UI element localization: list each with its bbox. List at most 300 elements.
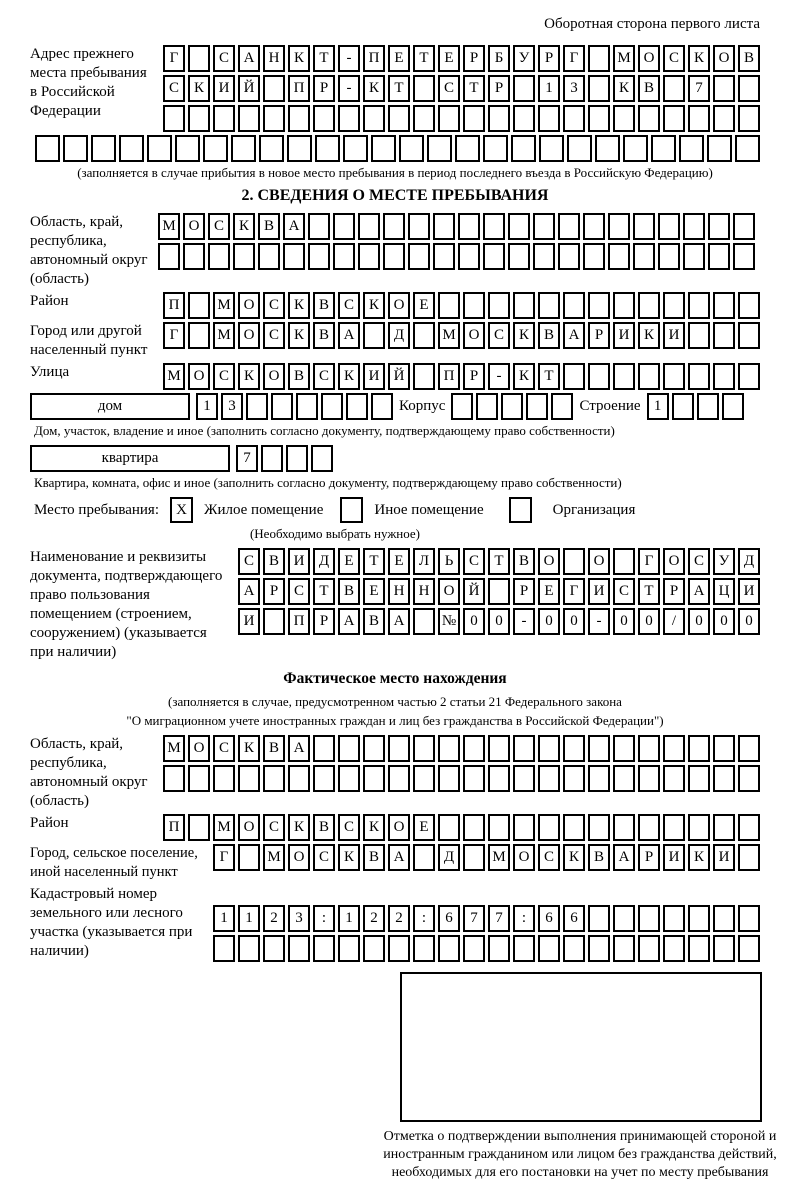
char-box[interactable]: И — [363, 363, 385, 390]
char-box[interactable] — [513, 292, 535, 319]
char-box[interactable] — [588, 935, 610, 962]
char-box[interactable]: А — [688, 578, 710, 605]
char-box[interactable] — [438, 765, 460, 792]
char-box[interactable] — [688, 814, 710, 841]
char-box[interactable] — [688, 322, 710, 349]
checkbox-zhiloe[interactable]: X — [170, 497, 193, 523]
char-box[interactable]: С — [488, 322, 510, 349]
char-box[interactable]: О — [238, 322, 260, 349]
char-box[interactable] — [338, 765, 360, 792]
char-box[interactable] — [259, 135, 284, 162]
char-box[interactable] — [513, 814, 535, 841]
char-box[interactable]: А — [283, 213, 305, 240]
char-box[interactable] — [399, 135, 424, 162]
char-box[interactable]: М — [438, 322, 460, 349]
char-box[interactable]: К — [513, 363, 535, 390]
char-box[interactable] — [688, 905, 710, 932]
char-box[interactable]: Г — [163, 45, 185, 72]
char-box[interactable]: Г — [563, 45, 585, 72]
char-box[interactable]: Ь — [438, 548, 460, 575]
char-box[interactable] — [175, 135, 200, 162]
char-box[interactable] — [188, 814, 210, 841]
char-box[interactable] — [488, 292, 510, 319]
char-box[interactable] — [735, 135, 760, 162]
char-box[interactable]: 3 — [221, 393, 243, 420]
char-box[interactable] — [633, 213, 655, 240]
char-box[interactable]: И — [663, 322, 685, 349]
char-box[interactable]: С — [688, 548, 710, 575]
char-box[interactable] — [708, 213, 730, 240]
char-box[interactable]: С — [238, 548, 260, 575]
checkbox-organizaciya[interactable] — [509, 497, 532, 523]
char-box[interactable]: Й — [463, 578, 485, 605]
char-box[interactable]: 2 — [263, 905, 285, 932]
char-box[interactable] — [563, 935, 585, 962]
char-box[interactable]: К — [238, 363, 260, 390]
char-box[interactable] — [458, 243, 480, 270]
char-box[interactable] — [613, 363, 635, 390]
char-box[interactable] — [413, 105, 435, 132]
char-box[interactable]: О — [183, 213, 205, 240]
char-box[interactable] — [608, 243, 630, 270]
char-box[interactable] — [188, 765, 210, 792]
char-box[interactable]: 0 — [488, 608, 510, 635]
char-box[interactable] — [688, 765, 710, 792]
char-box[interactable] — [183, 243, 205, 270]
char-box[interactable] — [163, 765, 185, 792]
char-box[interactable] — [713, 935, 735, 962]
char-box[interactable]: В — [313, 322, 335, 349]
char-box[interactable] — [313, 735, 335, 762]
char-box[interactable]: - — [588, 608, 610, 635]
char-box[interactable]: 7 — [236, 445, 258, 472]
char-box[interactable] — [488, 105, 510, 132]
char-box[interactable] — [188, 105, 210, 132]
char-box[interactable] — [538, 814, 560, 841]
char-box[interactable] — [413, 735, 435, 762]
char-box[interactable]: Б — [488, 45, 510, 72]
char-box[interactable]: М — [163, 363, 185, 390]
char-box[interactable]: Т — [388, 75, 410, 102]
char-box[interactable]: 0 — [738, 608, 760, 635]
char-box[interactable]: О — [388, 292, 410, 319]
char-box[interactable] — [513, 935, 535, 962]
char-box[interactable] — [358, 243, 380, 270]
char-box[interactable]: Т — [413, 45, 435, 72]
char-box[interactable]: / — [663, 608, 685, 635]
char-box[interactable] — [363, 105, 385, 132]
char-box[interactable] — [697, 393, 719, 420]
char-box[interactable]: С — [313, 844, 335, 871]
char-box[interactable]: П — [163, 292, 185, 319]
char-box[interactable]: И — [588, 578, 610, 605]
char-box[interactable]: Г — [638, 548, 660, 575]
char-box[interactable] — [333, 213, 355, 240]
char-box[interactable] — [261, 445, 283, 472]
char-box[interactable] — [563, 814, 585, 841]
char-box[interactable]: № — [438, 608, 460, 635]
char-box[interactable] — [533, 213, 555, 240]
char-box[interactable]: К — [288, 322, 310, 349]
char-box[interactable] — [588, 735, 610, 762]
char-box[interactable] — [388, 935, 410, 962]
char-box[interactable]: 7 — [688, 75, 710, 102]
char-box[interactable]: 6 — [563, 905, 585, 932]
char-box[interactable] — [383, 213, 405, 240]
char-box[interactable]: В — [258, 213, 280, 240]
char-box[interactable]: К — [363, 292, 385, 319]
char-box[interactable]: Р — [663, 578, 685, 605]
char-box[interactable] — [208, 243, 230, 270]
char-box[interactable] — [413, 844, 435, 871]
char-box[interactable] — [371, 135, 396, 162]
char-box[interactable]: А — [238, 45, 260, 72]
char-box[interactable]: Р — [263, 578, 285, 605]
char-box[interactable] — [638, 292, 660, 319]
char-box[interactable]: Р — [538, 45, 560, 72]
char-box[interactable]: М — [488, 844, 510, 871]
char-box[interactable] — [511, 135, 536, 162]
char-box[interactable]: В — [588, 844, 610, 871]
char-box[interactable]: К — [288, 45, 310, 72]
char-box[interactable] — [733, 243, 755, 270]
char-box[interactable] — [738, 75, 760, 102]
char-box[interactable] — [638, 105, 660, 132]
char-box[interactable] — [613, 814, 635, 841]
char-box[interactable] — [513, 75, 535, 102]
char-box[interactable] — [287, 135, 312, 162]
char-box[interactable] — [231, 135, 256, 162]
char-box[interactable] — [315, 135, 340, 162]
char-box[interactable]: Т — [363, 548, 385, 575]
char-box[interactable]: В — [538, 322, 560, 349]
char-box[interactable] — [263, 935, 285, 962]
char-box[interactable]: Е — [388, 548, 410, 575]
char-box[interactable]: С — [263, 292, 285, 319]
char-box[interactable]: К — [363, 75, 385, 102]
checkbox-inoe[interactable] — [340, 497, 363, 523]
char-box[interactable] — [563, 105, 585, 132]
char-box[interactable] — [638, 814, 660, 841]
char-box[interactable]: С — [438, 75, 460, 102]
char-box[interactable] — [438, 292, 460, 319]
house-type-box[interactable]: дом — [30, 393, 190, 420]
char-box[interactable]: М — [163, 735, 185, 762]
char-box[interactable]: М — [213, 814, 235, 841]
char-box[interactable] — [679, 135, 704, 162]
char-box[interactable]: В — [313, 292, 335, 319]
char-box[interactable]: Й — [238, 75, 260, 102]
char-box[interactable]: С — [213, 735, 235, 762]
char-box[interactable] — [563, 548, 585, 575]
char-box[interactable] — [538, 935, 560, 962]
char-box[interactable] — [713, 765, 735, 792]
char-box[interactable] — [408, 243, 430, 270]
char-box[interactable] — [296, 393, 318, 420]
char-box[interactable] — [513, 105, 535, 132]
char-box[interactable]: В — [288, 363, 310, 390]
char-box[interactable]: Р — [313, 75, 335, 102]
char-box[interactable] — [413, 322, 435, 349]
char-box[interactable]: Е — [413, 814, 435, 841]
char-box[interactable]: Р — [588, 322, 610, 349]
char-box[interactable] — [488, 765, 510, 792]
char-box[interactable]: - — [513, 608, 535, 635]
char-box[interactable] — [663, 363, 685, 390]
char-box[interactable]: О — [263, 363, 285, 390]
char-box[interactable]: П — [438, 363, 460, 390]
char-box[interactable] — [358, 213, 380, 240]
char-box[interactable] — [613, 548, 635, 575]
char-box[interactable] — [713, 105, 735, 132]
char-box[interactable] — [608, 213, 630, 240]
char-box[interactable] — [688, 735, 710, 762]
char-box[interactable] — [663, 735, 685, 762]
char-box[interactable]: С — [538, 844, 560, 871]
char-box[interactable] — [238, 935, 260, 962]
char-box[interactable]: В — [313, 814, 335, 841]
char-box[interactable]: 0 — [538, 608, 560, 635]
char-box[interactable]: А — [388, 608, 410, 635]
char-box[interactable] — [722, 393, 744, 420]
char-box[interactable] — [533, 243, 555, 270]
char-box[interactable] — [158, 243, 180, 270]
char-box[interactable] — [508, 213, 530, 240]
char-box[interactable]: А — [338, 322, 360, 349]
char-box[interactable] — [271, 393, 293, 420]
char-box[interactable] — [283, 243, 305, 270]
char-box[interactable] — [563, 765, 585, 792]
char-box[interactable]: Е — [538, 578, 560, 605]
char-box[interactable] — [672, 393, 694, 420]
char-box[interactable] — [338, 105, 360, 132]
char-box[interactable]: С — [463, 548, 485, 575]
char-box[interactable] — [658, 243, 680, 270]
char-box[interactable]: П — [288, 75, 310, 102]
char-box[interactable] — [551, 393, 573, 420]
char-box[interactable]: И — [613, 322, 635, 349]
char-box[interactable] — [463, 814, 485, 841]
char-box[interactable]: Г — [213, 844, 235, 871]
char-box[interactable]: Р — [463, 45, 485, 72]
char-box[interactable] — [663, 814, 685, 841]
char-box[interactable]: 7 — [463, 905, 485, 932]
char-box[interactable] — [638, 935, 660, 962]
char-box[interactable] — [476, 393, 498, 420]
char-box[interactable] — [526, 393, 548, 420]
char-box[interactable] — [246, 393, 268, 420]
char-box[interactable]: К — [233, 213, 255, 240]
char-box[interactable] — [438, 105, 460, 132]
char-box[interactable] — [233, 243, 255, 270]
char-box[interactable] — [558, 243, 580, 270]
char-box[interactable] — [713, 322, 735, 349]
char-box[interactable] — [683, 213, 705, 240]
char-box[interactable]: : — [513, 905, 535, 932]
char-box[interactable]: Г — [163, 322, 185, 349]
char-box[interactable] — [588, 45, 610, 72]
char-box[interactable] — [371, 393, 393, 420]
char-box[interactable] — [338, 935, 360, 962]
char-box[interactable] — [733, 213, 755, 240]
char-box[interactable]: 7 — [488, 905, 510, 932]
char-box[interactable] — [738, 292, 760, 319]
char-box[interactable] — [363, 765, 385, 792]
char-box[interactable]: В — [363, 844, 385, 871]
char-box[interactable] — [483, 213, 505, 240]
char-box[interactable] — [413, 75, 435, 102]
char-box[interactable] — [433, 243, 455, 270]
char-box[interactable] — [438, 814, 460, 841]
char-box[interactable]: 0 — [463, 608, 485, 635]
char-box[interactable]: Т — [463, 75, 485, 102]
char-box[interactable] — [567, 135, 592, 162]
char-box[interactable] — [588, 292, 610, 319]
char-box[interactable] — [588, 105, 610, 132]
char-box[interactable] — [213, 105, 235, 132]
char-box[interactable] — [583, 243, 605, 270]
char-box[interactable] — [488, 578, 510, 605]
char-box[interactable]: М — [613, 45, 635, 72]
char-box[interactable] — [463, 735, 485, 762]
char-box[interactable]: О — [238, 292, 260, 319]
char-box[interactable]: С — [613, 578, 635, 605]
char-box[interactable]: О — [188, 363, 210, 390]
char-box[interactable]: 0 — [638, 608, 660, 635]
char-box[interactable]: Р — [488, 75, 510, 102]
char-box[interactable] — [458, 213, 480, 240]
char-box[interactable] — [119, 135, 144, 162]
char-box[interactable] — [613, 105, 635, 132]
char-box[interactable]: К — [688, 844, 710, 871]
char-box[interactable]: : — [313, 905, 335, 932]
char-box[interactable] — [35, 135, 60, 162]
char-box[interactable]: А — [238, 578, 260, 605]
char-box[interactable]: М — [158, 213, 180, 240]
char-box[interactable]: К — [238, 735, 260, 762]
char-box[interactable]: К — [613, 75, 635, 102]
char-box[interactable] — [483, 135, 508, 162]
char-box[interactable] — [588, 905, 610, 932]
char-box[interactable] — [613, 935, 635, 962]
char-box[interactable] — [313, 935, 335, 962]
char-box[interactable]: М — [213, 322, 235, 349]
char-box[interactable] — [663, 75, 685, 102]
char-box[interactable] — [713, 292, 735, 319]
char-box[interactable] — [738, 105, 760, 132]
char-box[interactable] — [713, 814, 735, 841]
char-box[interactable]: К — [563, 844, 585, 871]
char-box[interactable] — [488, 735, 510, 762]
char-box[interactable] — [311, 445, 333, 472]
char-box[interactable]: Й — [388, 363, 410, 390]
char-box[interactable]: В — [513, 548, 535, 575]
char-box[interactable] — [538, 292, 560, 319]
char-box[interactable] — [738, 844, 760, 871]
char-box[interactable] — [413, 935, 435, 962]
char-box[interactable]: П — [163, 814, 185, 841]
char-box[interactable]: 2 — [363, 905, 385, 932]
char-box[interactable]: И — [238, 608, 260, 635]
char-box[interactable] — [713, 363, 735, 390]
char-box[interactable] — [713, 905, 735, 932]
char-box[interactable]: С — [163, 75, 185, 102]
char-box[interactable] — [663, 292, 685, 319]
char-box[interactable]: Д — [388, 322, 410, 349]
char-box[interactable]: А — [613, 844, 635, 871]
char-box[interactable] — [463, 935, 485, 962]
char-box[interactable]: В — [738, 45, 760, 72]
char-box[interactable]: Р — [313, 608, 335, 635]
char-box[interactable]: 3 — [288, 905, 310, 932]
char-box[interactable] — [321, 393, 343, 420]
char-box[interactable] — [463, 765, 485, 792]
char-box[interactable] — [308, 243, 330, 270]
char-box[interactable] — [708, 243, 730, 270]
char-box[interactable] — [333, 243, 355, 270]
char-box[interactable] — [258, 243, 280, 270]
char-box[interactable] — [238, 844, 260, 871]
char-box[interactable] — [488, 935, 510, 962]
char-box[interactable] — [238, 105, 260, 132]
char-box[interactable]: К — [288, 292, 310, 319]
char-box[interactable] — [388, 735, 410, 762]
char-box[interactable]: О — [238, 814, 260, 841]
char-box[interactable]: М — [213, 292, 235, 319]
char-box[interactable] — [563, 735, 585, 762]
char-box[interactable] — [638, 905, 660, 932]
char-box[interactable]: Е — [438, 45, 460, 72]
char-box[interactable] — [451, 393, 473, 420]
char-box[interactable] — [538, 735, 560, 762]
char-box[interactable] — [427, 135, 452, 162]
char-box[interactable] — [263, 608, 285, 635]
char-box[interactable] — [583, 213, 605, 240]
char-box[interactable]: К — [188, 75, 210, 102]
char-box[interactable]: Д — [438, 844, 460, 871]
char-box[interactable]: О — [513, 844, 535, 871]
char-box[interactable]: Л — [413, 548, 435, 575]
char-box[interactable] — [738, 765, 760, 792]
char-box[interactable] — [613, 735, 635, 762]
char-box[interactable] — [738, 905, 760, 932]
char-box[interactable]: - — [338, 75, 360, 102]
char-box[interactable]: : — [413, 905, 435, 932]
char-box[interactable] — [413, 363, 435, 390]
char-box[interactable]: Р — [638, 844, 660, 871]
char-box[interactable]: Н — [413, 578, 435, 605]
char-box[interactable]: О — [538, 548, 560, 575]
char-box[interactable] — [663, 905, 685, 932]
char-box[interactable]: В — [338, 578, 360, 605]
char-box[interactable] — [638, 765, 660, 792]
char-box[interactable] — [238, 765, 260, 792]
char-box[interactable]: О — [588, 548, 610, 575]
char-box[interactable] — [363, 935, 385, 962]
char-box[interactable] — [658, 213, 680, 240]
char-box[interactable]: К — [513, 322, 535, 349]
char-box[interactable] — [513, 765, 535, 792]
char-box[interactable]: С — [288, 578, 310, 605]
char-box[interactable] — [188, 45, 210, 72]
char-box[interactable] — [588, 363, 610, 390]
char-box[interactable]: А — [388, 844, 410, 871]
char-box[interactable] — [651, 135, 676, 162]
char-box[interactable] — [346, 393, 368, 420]
char-box[interactable] — [213, 765, 235, 792]
char-box[interactable] — [463, 844, 485, 871]
char-box[interactable]: 1 — [538, 75, 560, 102]
